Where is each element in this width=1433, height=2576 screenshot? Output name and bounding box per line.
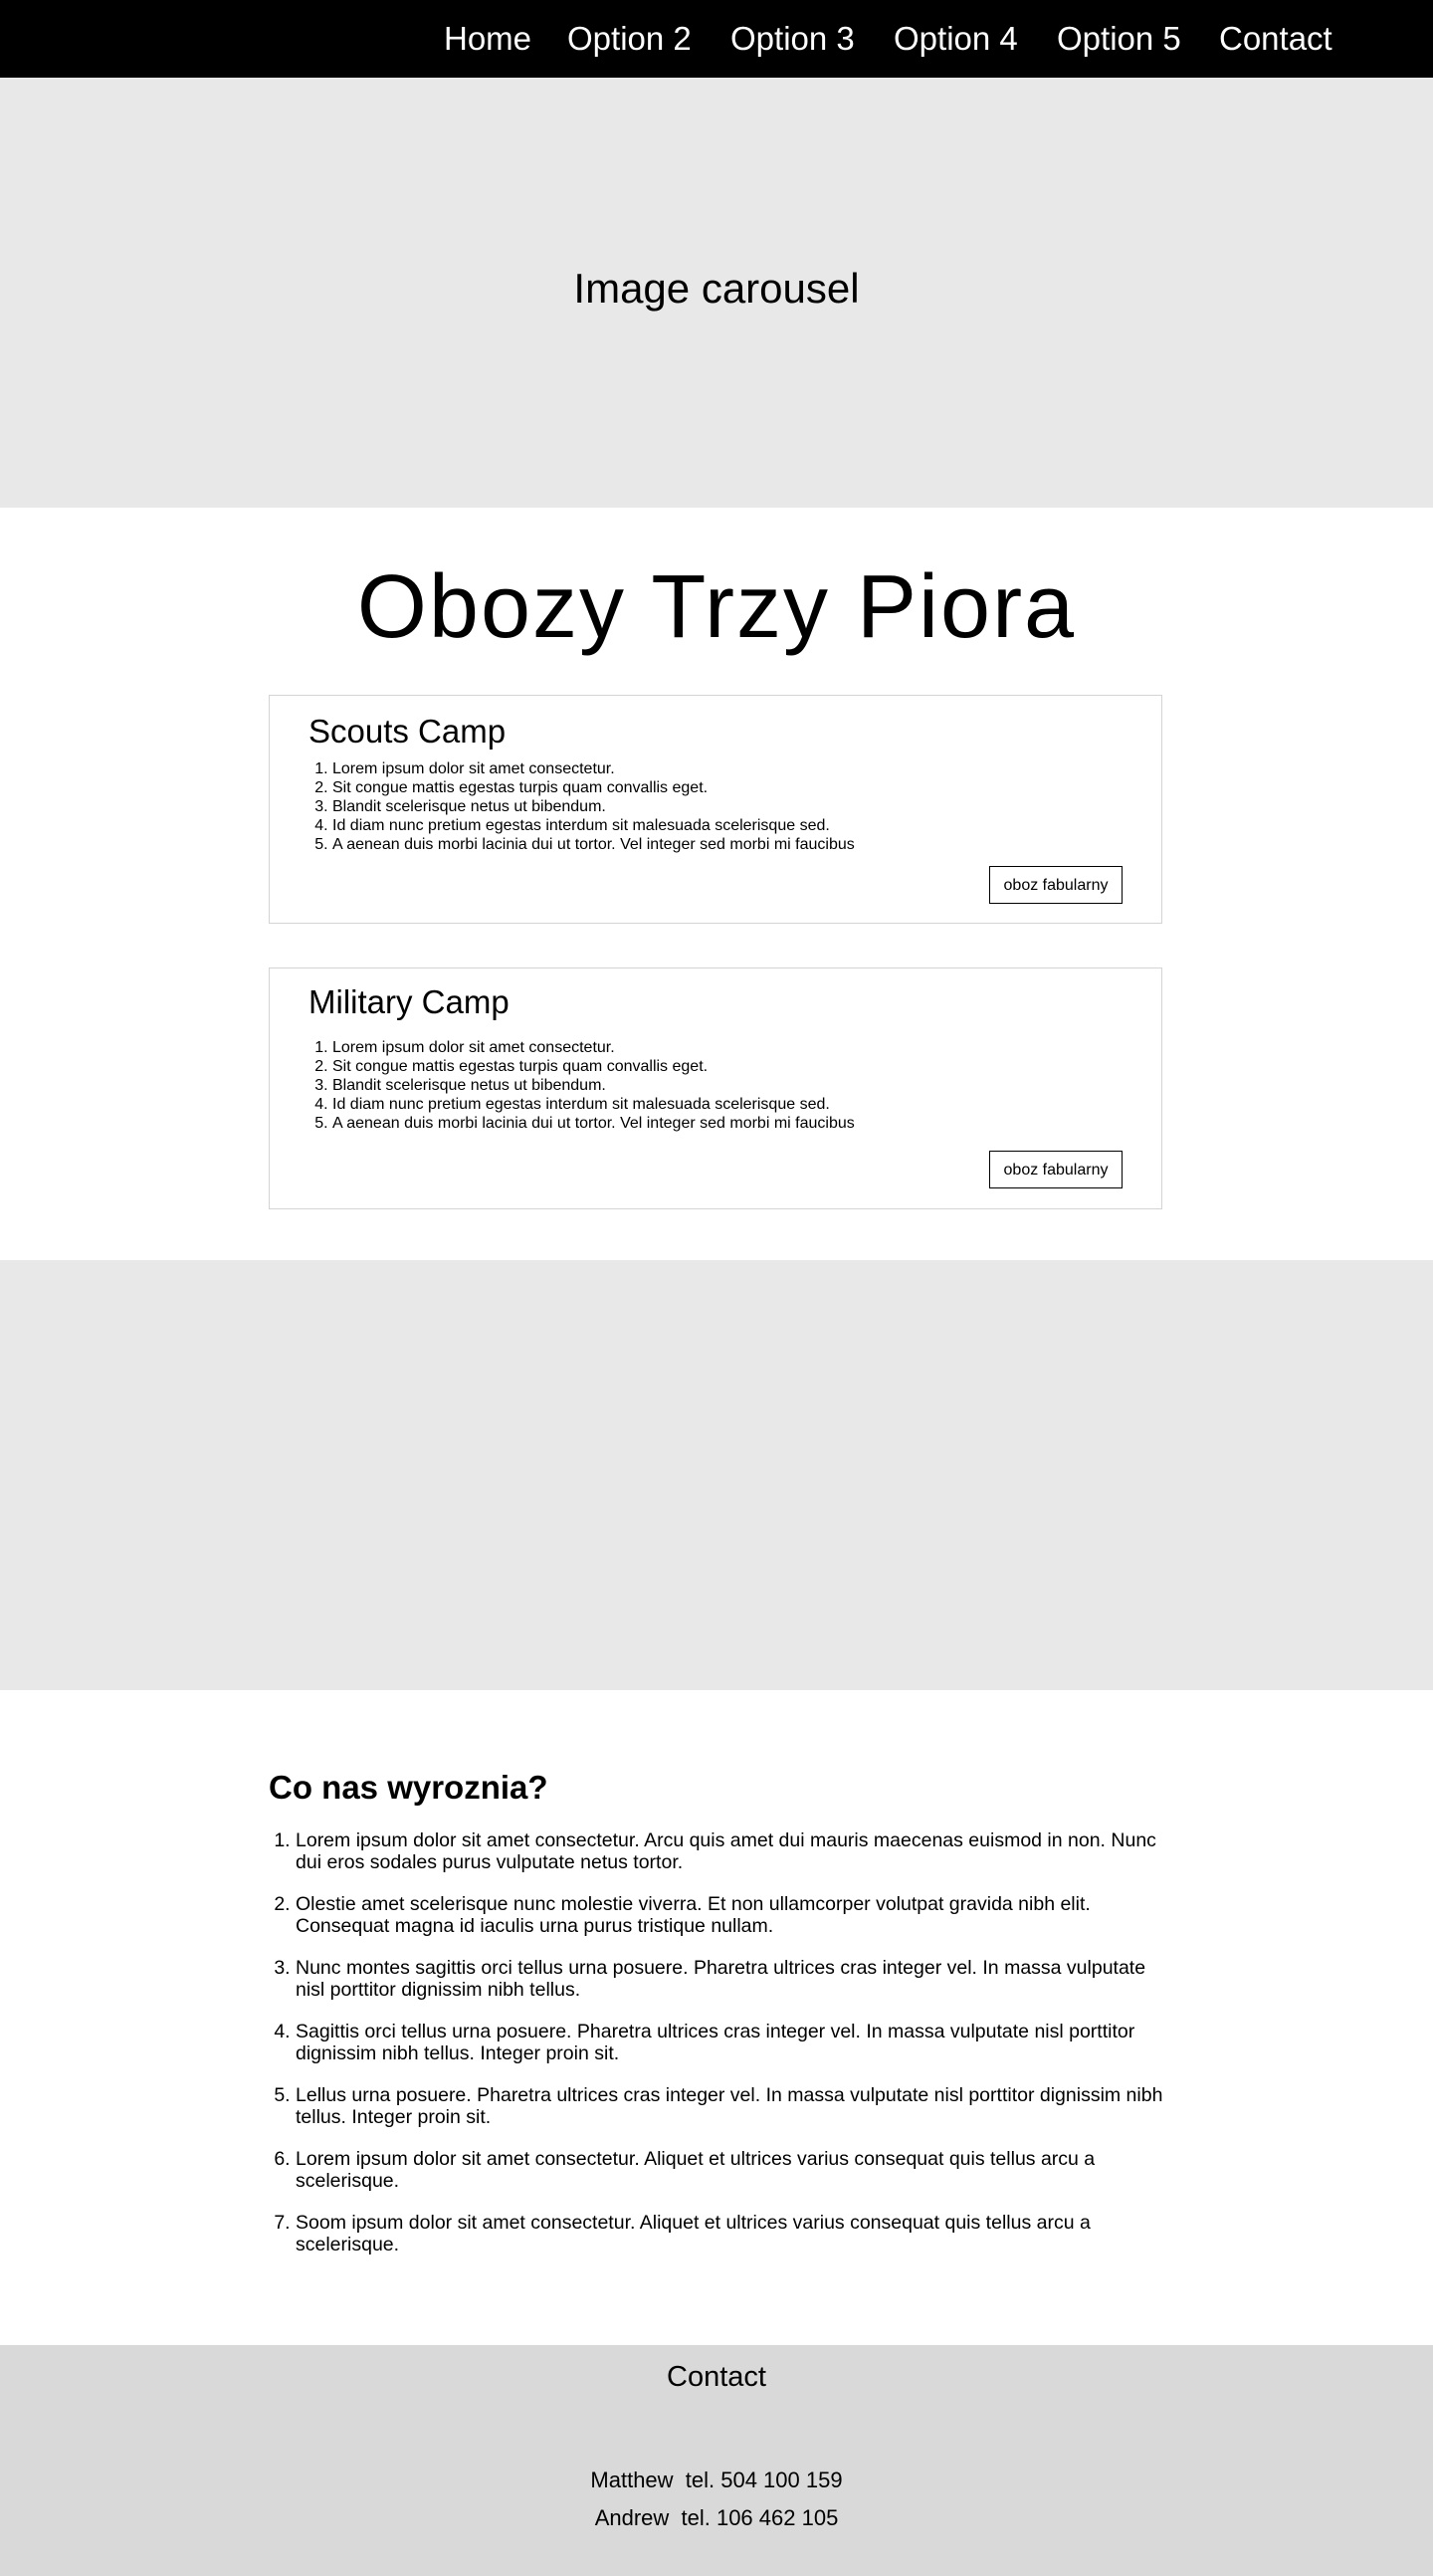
list-item: 2. Sit congue mattis egestas turpis quam convallis eget. <box>332 778 855 797</box>
image-carousel[interactable] <box>0 78 1433 508</box>
list-item: 5. Lellus urna posuere. Pharetra ultrices cras integer vel. In massa vulputate nisl porttitor dignissim nibh tellus. Integer proin sit. <box>296 2084 1164 2128</box>
image-placeholder <box>0 1260 1433 1690</box>
list-item: 3. Blandit scelerisque netus ut bibendum. <box>332 1076 855 1095</box>
features-title: Co nas wyroznia? <box>269 1769 548 1806</box>
nav-option-3[interactable]: Option 3 <box>730 20 855 57</box>
contact-entry: Matthew tel. 504 100 159 <box>590 2468 843 2492</box>
footer-title: Contact <box>667 2361 766 2393</box>
list-item: 1. Lorem ipsum dolor sit amet consectetur. Arcu quis amet dui mauris maecenas euismod in non. Nunc dui eros sodales purus vulputate netus tortor. <box>296 1829 1164 1873</box>
camp-title: Scouts Camp <box>308 713 507 750</box>
list-item: 2. Olestie amet scelerisque nunc molestie viverra. Et non ullamcorper volutpat gravida nibh elit. Consequat magna id iaculis urna purus tristique nullam. <box>296 1893 1164 1937</box>
list-item: 1. Lorem ipsum dolor sit amet consectetur. <box>332 759 855 778</box>
footer <box>0 2345 1433 2576</box>
nav-option-4[interactable]: Option 4 <box>894 20 1018 57</box>
list-item: 7. Soom ipsum dolor sit amet consectetur. Aliquet et ultrices varius consequat quis tellus arcu a scelerisque. <box>296 2212 1164 2255</box>
list-item: 2. Sit congue mattis egestas turpis quam convallis eget. <box>332 1057 855 1076</box>
features-list <box>269 1829 1164 2275</box>
contact-entry: Andrew tel. 106 462 105 <box>594 2505 839 2530</box>
list-item: 3. Blandit scelerisque netus ut bibendum. <box>332 797 855 816</box>
nav-option-2[interactable]: Option 2 <box>567 20 692 57</box>
list-item: 4. Sagittis orci tellus urna posuere. Pharetra ultrices cras integer vel. In massa vulputate nisl porttitor dignissim nibh tellus. Integer proin sit. <box>296 2021 1164 2064</box>
nav-home[interactable]: Home <box>444 20 532 57</box>
list-item: 5. A aenean duis morbi lacinia dui ut tortor. Vel integer sed morbi mi faucibus <box>332 1114 855 1133</box>
nav-contact[interactable]: Contact <box>1219 20 1332 57</box>
list-item: 6. Lorem ipsum dolor sit amet consectetur. Aliquet et ultrices varius consequat quis tellus arcu a scelerisque. <box>296 2148 1164 2192</box>
list-item: 5. A aenean duis morbi lacinia dui ut tortor. Vel integer sed morbi mi faucibus <box>332 835 855 854</box>
camp-feature-list <box>332 1038 855 1133</box>
list-item: 4. Id diam nunc pretium egestas interdum sit malesuada scelerisque sed. <box>332 1095 855 1114</box>
list-item: 1. Lorem ipsum dolor sit amet consectetur. <box>332 1038 855 1057</box>
camp-feature-list <box>332 759 855 854</box>
carousel-label: Image carousel <box>573 265 860 312</box>
camp-details-button[interactable]: oboz fabularny <box>989 866 1123 904</box>
camp-card-scouts <box>269 695 1162 924</box>
list-item: 3. Nunc montes sagittis orci tellus urna posuere. Pharetra ultrices cras integer vel. In massa vulputate nisl porttitor dignissim nibh tellus. <box>296 1957 1164 2001</box>
camp-card-military <box>269 967 1162 1209</box>
page-title: Obozy Trzy Piora <box>356 557 1077 657</box>
camp-details-button[interactable]: oboz fabularny <box>989 1151 1123 1188</box>
list-item: 4. Id diam nunc pretium egestas interdum sit malesuada scelerisque sed. <box>332 816 855 835</box>
top-nav <box>0 0 1433 78</box>
camp-title: Military Camp <box>308 983 510 1020</box>
nav-option-5[interactable]: Option 5 <box>1057 20 1181 57</box>
